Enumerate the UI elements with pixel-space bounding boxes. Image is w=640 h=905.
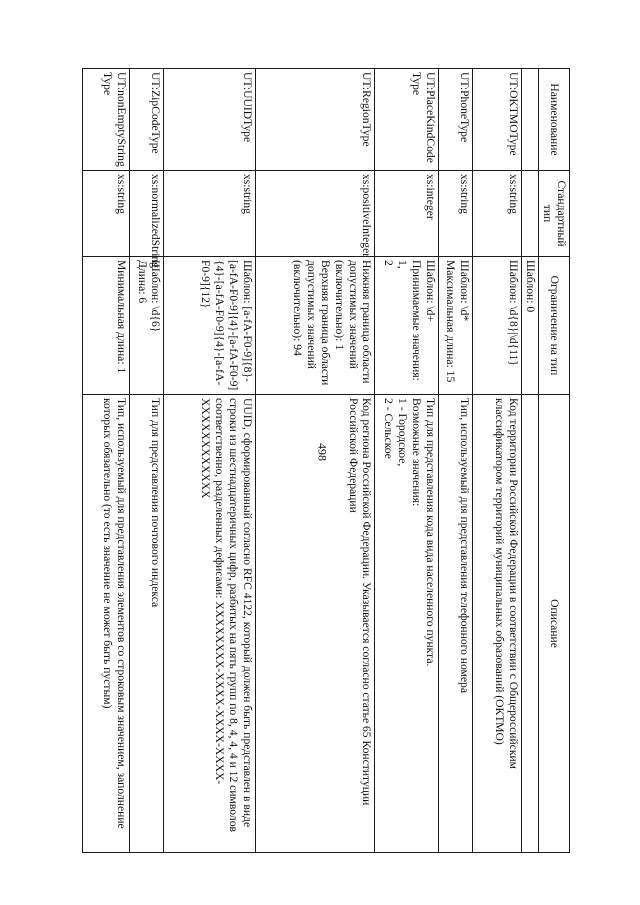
cell-name: UT:RegionType bbox=[255, 69, 375, 171]
types-table bbox=[82, 68, 570, 853]
cell-name: UT:ZipCodeType bbox=[130, 69, 164, 171]
cell-description: Тип для представления почтового индекса bbox=[130, 395, 164, 853]
table-row bbox=[522, 69, 539, 853]
table-header-row bbox=[539, 69, 570, 853]
cell-description: Код региона Российской Федерации. Указывается согласно статье 65 Конституции Российской Федерации bbox=[255, 395, 375, 853]
cell-type: xs:string bbox=[438, 171, 472, 257]
cell-description: UUID, сформированный согласно RFC 4122, который должен быть представлен в виде строки из шестнадцатеричных цифр, разбитых на пять групп по 8, 4, 4, 4 и 12 символов соответственно, разделенных дефисами: XXXXXXXX-XXXX-XXXX-XXXX-XXXXXXXXXXXX bbox=[164, 395, 255, 853]
cell-restriction: Шаблон: [a-fA-F0-9]{8}-[a-fA-F0-9]{4}-[a-fA-F0-9]{4}-[a-fA-F0-9]{4}-[a-fA-F0-9]{12} bbox=[164, 257, 255, 395]
table-row bbox=[438, 69, 472, 853]
cell-type: xs:string bbox=[472, 171, 521, 257]
cell-description: Код территории Российской Федерации в соответствии с Общероссийским классификатором территорий муниципальных образований (ОКТМО) bbox=[472, 395, 521, 853]
table-row bbox=[164, 69, 255, 853]
cell-name bbox=[522, 69, 539, 171]
cell-type: xs:string bbox=[164, 171, 255, 257]
cell-description: Тип, используемый для представления элементов со строковым значением, заполнение которых обязательно (то есть значение не может быть пустым) bbox=[83, 395, 130, 853]
table-row bbox=[255, 69, 375, 853]
cell-name: UT:PhoneType bbox=[438, 69, 472, 171]
cell-description: Тип для представления кода вида населенного пункта. Возможные значения: 1 - Городское, 2 - Сельское bbox=[375, 395, 438, 853]
header-restriction: Ограничение на тип bbox=[539, 257, 570, 395]
header-standard-type: Стандартный тип bbox=[539, 171, 570, 257]
cell-type: xs:positiveInteger bbox=[255, 171, 375, 257]
cell-restriction: Минимальная длина: 1 bbox=[83, 257, 130, 395]
table-container bbox=[82, 68, 570, 852]
page-number: 498 bbox=[315, 443, 330, 461]
cell-type: xs:integer bbox=[375, 171, 438, 257]
cell-description: Тип, используемый для представления телефонного номера bbox=[438, 395, 472, 853]
table-row bbox=[375, 69, 438, 853]
cell-name: UT:OKTMOType bbox=[472, 69, 521, 171]
table-row bbox=[130, 69, 164, 853]
cell-type: xs:string bbox=[83, 171, 130, 257]
cell-name: UT:nonEmptyString Type bbox=[83, 69, 130, 171]
cell-restriction: Шаблон: \d+ Принимаемые значения: 1, 2 bbox=[375, 257, 438, 395]
table-row bbox=[472, 69, 521, 853]
cell-restriction: Шаблон: 0 bbox=[522, 257, 539, 395]
cell-type bbox=[522, 171, 539, 257]
header-description: Описание bbox=[539, 395, 570, 853]
table-row bbox=[83, 69, 130, 853]
cell-restriction: Шаблон: \d{6} Длина: 6 bbox=[130, 257, 164, 395]
cell-restriction: Шаблон: \d{8}|\d{11} bbox=[472, 257, 521, 395]
cell-name: UT:PlaceKindCode Type bbox=[375, 69, 438, 171]
cell-restriction: Нижняя граница области допустимых значений (включительно): 1 Верхняя граница области допустимых значений (включительно): 94 bbox=[255, 257, 375, 395]
cell-description bbox=[522, 395, 539, 853]
cell-type: xs:normalizedString bbox=[130, 171, 164, 257]
cell-name: UT:UUIDType bbox=[164, 69, 255, 171]
cell-restriction: Шаблон: \d* Максимальная длина: 15 bbox=[438, 257, 472, 395]
header-name: Наименование bbox=[539, 69, 570, 171]
